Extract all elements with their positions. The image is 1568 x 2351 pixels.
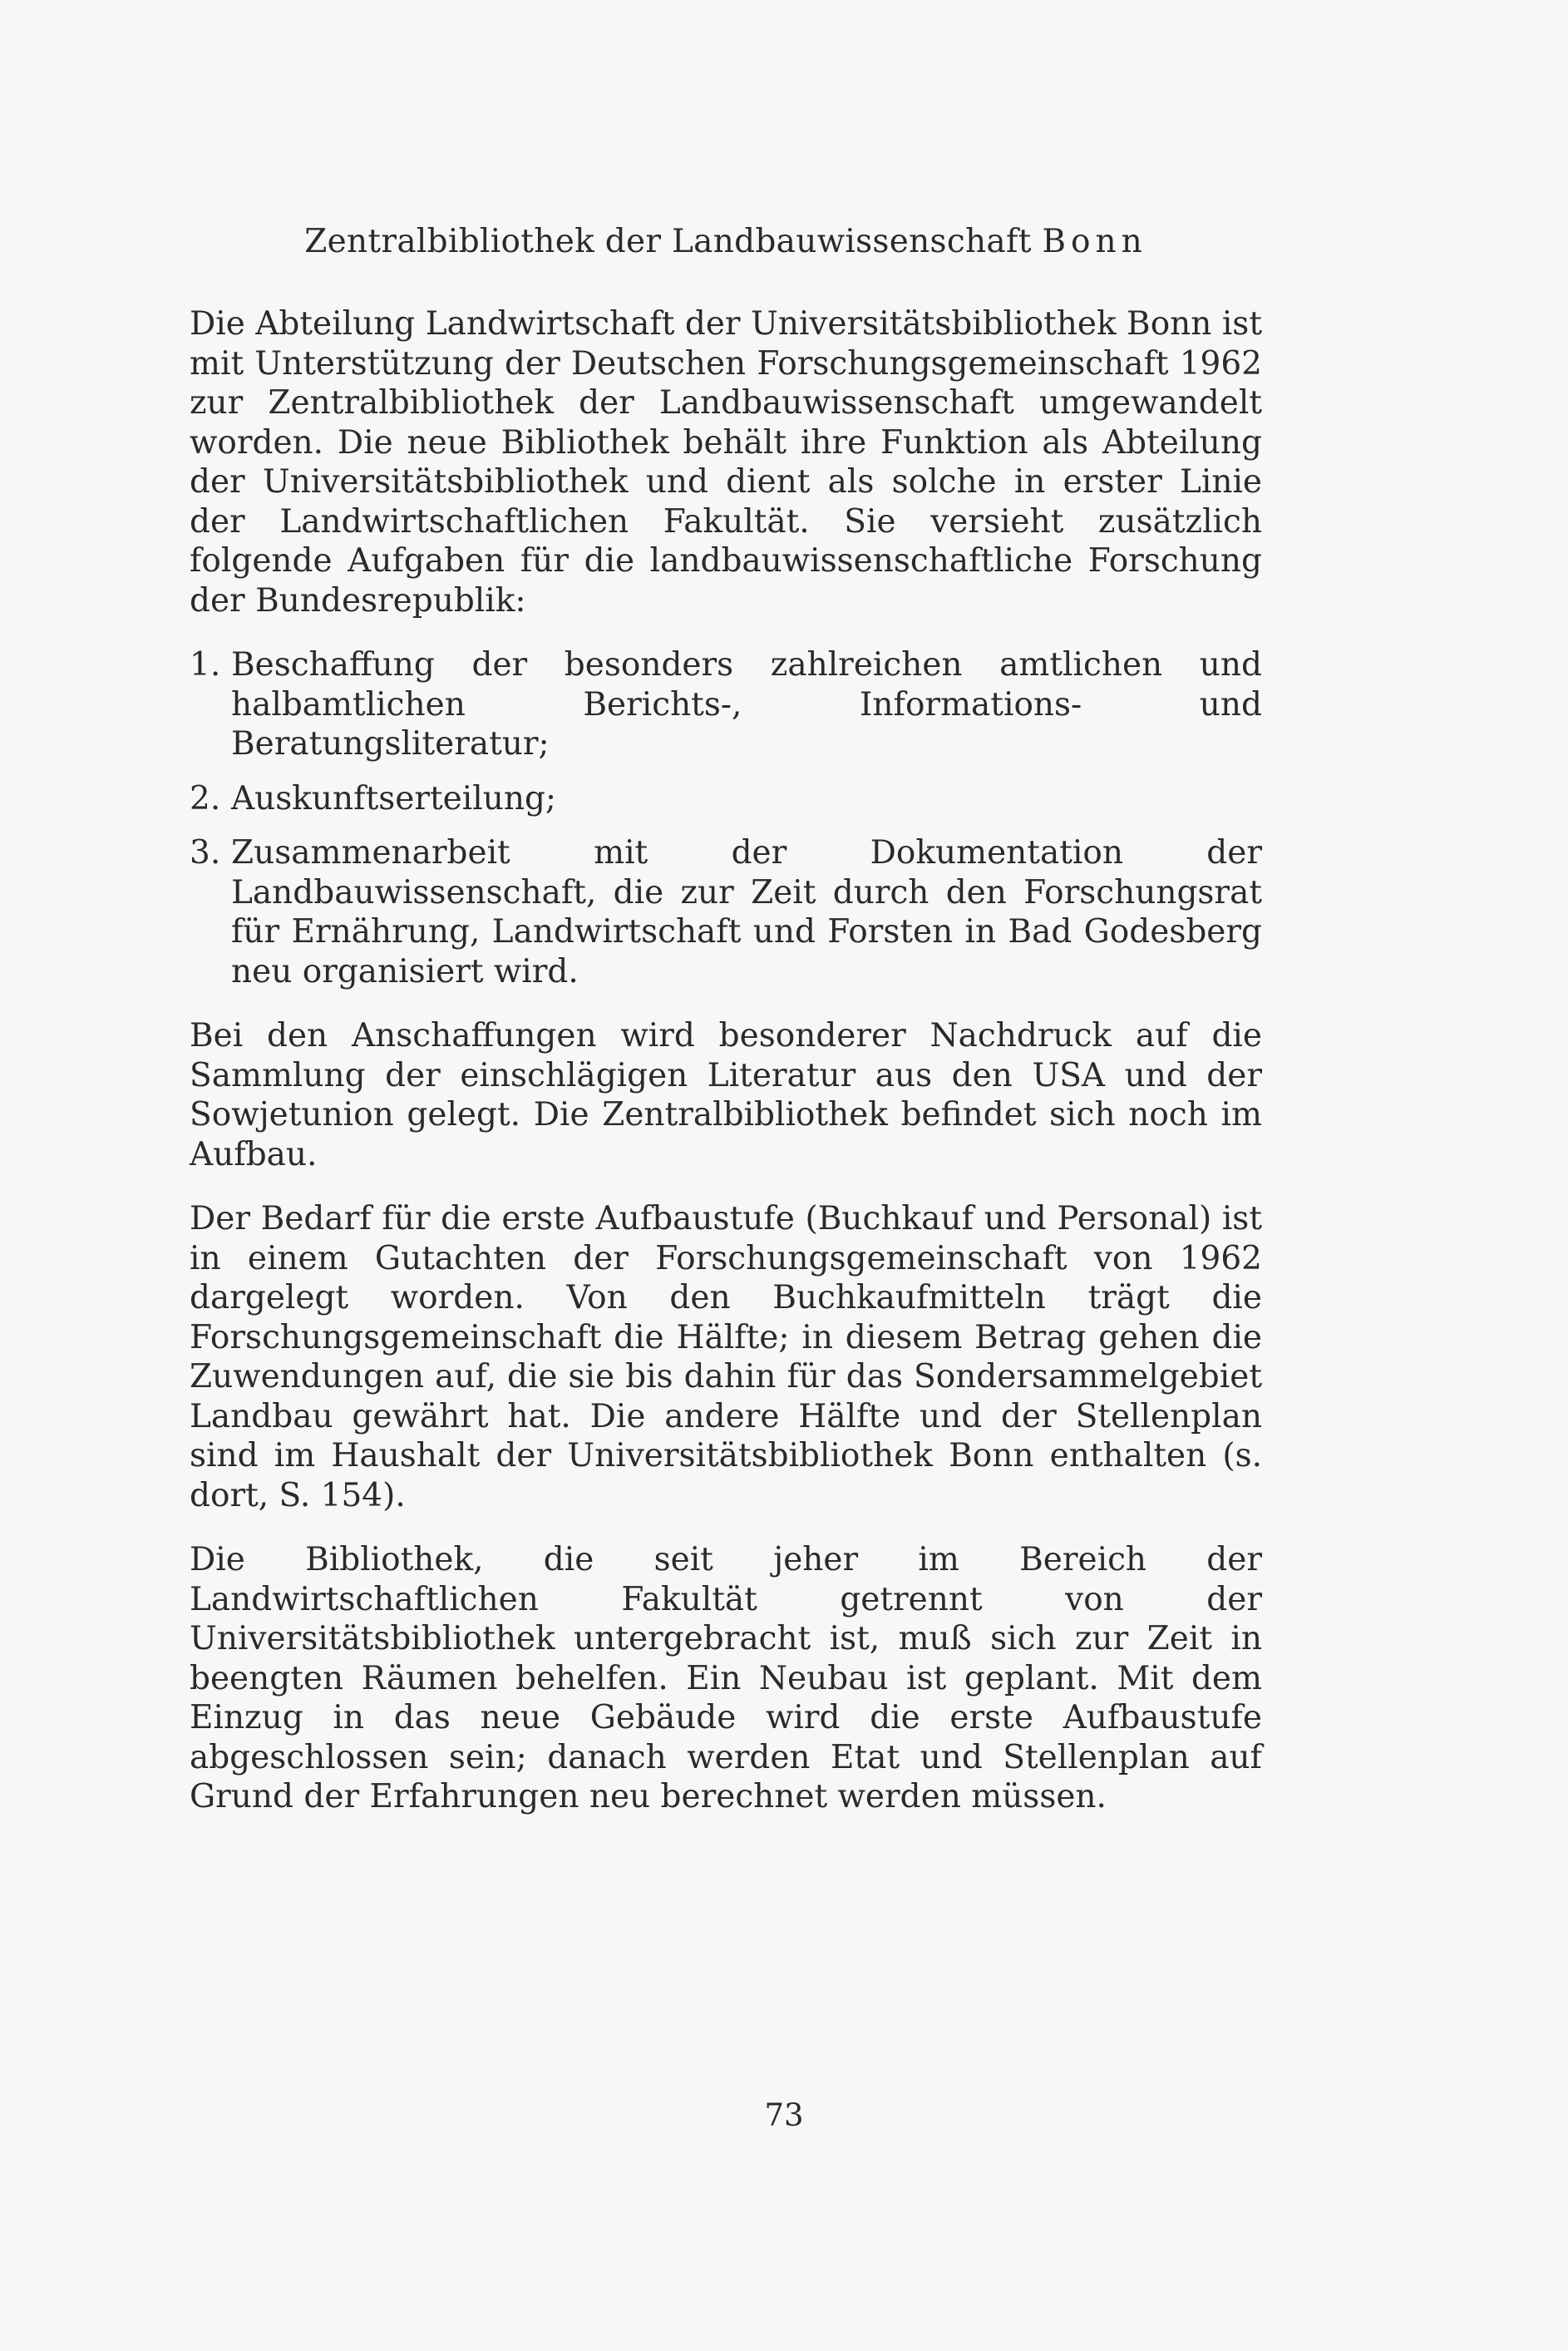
list-item-number: 1. — [190, 646, 221, 684]
list-item — [190, 779, 1262, 819]
title-city: Bonn — [1042, 223, 1147, 260]
paragraph-acquisitions: Bei den Anschaffungen wird besonderer Nachdruck auf die Sammlung der einschlägigen Literatur aus den USA und der Sowjetunion gelegt. Die Zentralbibliothek befindet sich noch im Aufbau. — [190, 1017, 1262, 1173]
list-item — [190, 833, 1262, 991]
list-item-number: 3. — [190, 834, 221, 872]
paragraph-funding: Der Bedarf für die erste Aufbaustufe (Buchkauf und Personal) ist in einem Gutachten der Forschungsgemeinschaft von 1962 dargelegt worden. Von den Buchkaufmitteln trägt die Forschungsgemeinschaft die Hälfte; in diesem Betrag gehen die Zuwendungen auf, die sie bis dahin für das Sondersammelgebiet Landbau gewährt hat. Die andere Hälfte und der Stellenplan sind im Haushalt der Universitätsbibliothek Bonn enthalten (s. dort, S. 154). — [190, 1200, 1262, 1514]
list-item-text: Zusammenarbeit mit der Dokumentation der Landbauwissenschaft, die zur Zeit durch den Forschungsrat für Ernährung, Landwirtschaft und Forsten in Bad Godesberg neu organisiert wird. — [231, 834, 1262, 990]
list-item-number: 2. — [190, 779, 221, 817]
task-list — [190, 645, 1262, 991]
body-text — [190, 304, 1262, 1842]
list-item — [190, 645, 1262, 764]
title-main: Zentralbibliothek der Landbauwissenschaft — [304, 223, 1032, 260]
list-item-text: Auskunftserteilung; — [231, 779, 557, 817]
paragraph-intro: Die Abteilung Landwirtschaft der Universitätsbibliothek Bonn ist mit Unterstützung der Deutschen Forschungsgemeinschaft 1962 zur Zentralbibliothek der Landbauwissenschaft umgewandelt worden. Die neue Bibliothek behält ihre Funktion als Abteilung der Universitätsbibliothek und dient als solche in erster Linie der Landwirtschaftlichen Fakultät. Sie versieht zusätzlich folgende Aufgaben für die landbauwissenschaftliche Forschung der Bundesrepublik: — [190, 305, 1262, 620]
page-number: 73 — [764, 2097, 804, 2133]
list-item-text: Beschaffung der besonders zahlreichen amtlichen und halbamtlichen Berichts-, Informations- und Beratungsliteratur; — [231, 646, 1262, 763]
paragraph-building: Die Bibliothek, die seit jeher im Bereich der Landwirtschaftlichen Fakultät getrennt von der Universitätsbibliothek untergebracht ist, muß sich zur Zeit in beengten Räumen behelfen. Ein Neubau ist geplant. Mit dem Einzug in das neue Gebäude wird die erste Aufbaustufe abgeschlossen sein; danach werden Etat und Stellenplan auf Grund der Erfahrungen neu berechnet werden müssen. — [190, 1541, 1262, 1815]
page-title — [190, 223, 1262, 261]
